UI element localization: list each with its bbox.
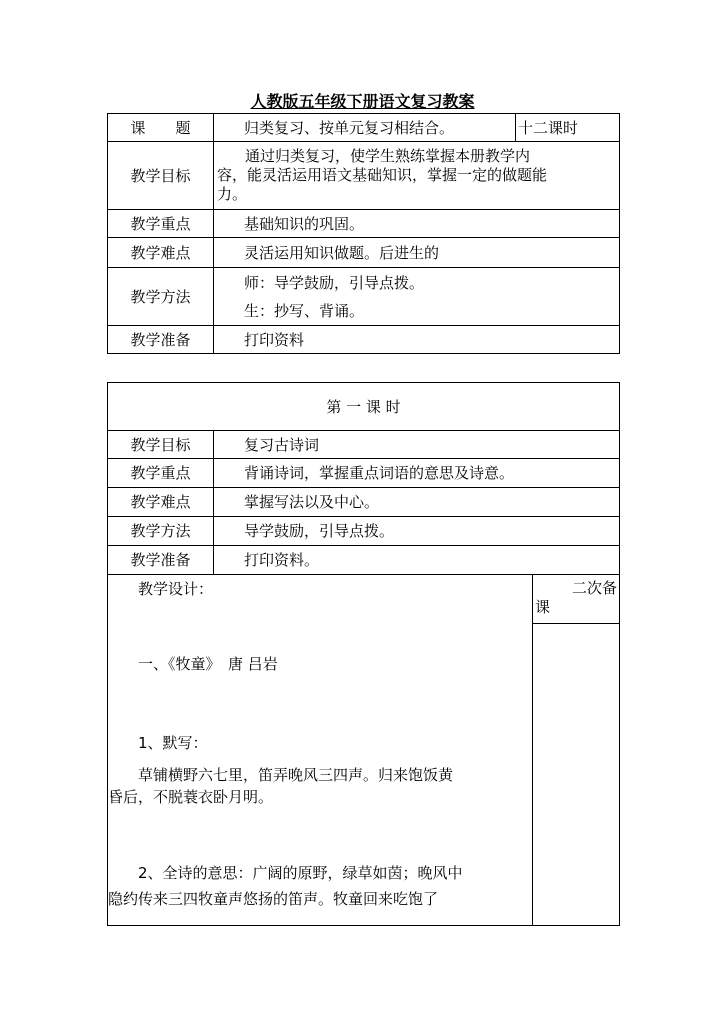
- hours-value: 十二课时: [516, 114, 620, 142]
- second-prep-notes-area: [533, 624, 620, 926]
- lesson1-difficulty-value: 掌握写法以及中心。: [214, 488, 620, 517]
- lesson1-prep-label: 教学准备: [108, 546, 214, 575]
- goal-label: 教学目标: [108, 142, 214, 210]
- second-prep-label-2: 课: [535, 598, 551, 616]
- goal-line-2: 容，能灵活运用语文基础知识，掌握一定的做题能: [217, 166, 548, 184]
- poem-heading: 一、《牧童》 唐 吕岩: [138, 655, 278, 673]
- goal-value: [214, 142, 620, 210]
- method-value: [214, 268, 620, 326]
- difficulty-value: 灵活运用知识做题。后进生的: [214, 238, 620, 268]
- overview-table: [107, 113, 620, 354]
- lesson1-method-value: 导学鼓励，引导点拨。: [214, 517, 620, 546]
- poem-line-2: 昏后，不脱蓑衣卧月明。: [108, 788, 274, 806]
- lesson1-key-value: 背诵诗词，掌握重点词语的意思及诗意。: [214, 459, 620, 488]
- lesson1-heading: 第 一 课 时: [108, 383, 620, 431]
- design-item-2-line-1: 2、全诗的意思：广阔的原野，绿草如茵；晚风中: [138, 864, 463, 882]
- lesson1-design-area: [108, 575, 533, 926]
- design-item-1: 1、默写：: [138, 734, 208, 752]
- key-label: 教学重点: [108, 210, 214, 238]
- prep-value: 打印资料: [214, 326, 620, 354]
- lesson1-key-label: 教学重点: [108, 459, 214, 488]
- goal-line-3: 力。: [217, 185, 248, 203]
- poem-line-1: 草铺横野六七里，笛弄晚风三四声。归来饱饭黄: [138, 766, 454, 784]
- difficulty-label: 教学难点: [108, 238, 214, 268]
- goal-line-1: 通过归类复习，使学生熟练掌握本册教学内: [245, 147, 531, 165]
- lesson1-goal-label: 教学目标: [108, 431, 214, 459]
- lesson1-prep-value: 打印资料。: [214, 546, 620, 575]
- method-line-1: 师：导学鼓励，引导点拨。: [244, 273, 425, 292]
- lesson1-difficulty-label: 教学难点: [108, 488, 214, 517]
- topic-value: 归类复习、按单元复习相结合。: [214, 114, 516, 142]
- document-title: 人教版五年级下册语文复习教案: [250, 92, 475, 111]
- design-item-2-line-2: 隐约传来三四牧童声悠扬的笛声。牧童回来吃饱了: [108, 890, 439, 908]
- key-value: 基础知识的巩固。: [214, 210, 620, 238]
- method-line-2: 生：抄写、背诵。: [244, 301, 365, 320]
- design-label: 教学设计：: [138, 580, 214, 598]
- topic-label: 课 题: [108, 114, 214, 142]
- lesson1-table: [107, 382, 620, 926]
- second-prep-header: [533, 575, 620, 624]
- prep-label: 教学准备: [108, 326, 214, 354]
- lesson1-goal-value: 复习古诗词: [214, 431, 620, 459]
- second-prep-label-1: 二次备: [572, 579, 618, 597]
- method-label: 教学方法: [108, 268, 214, 326]
- lesson1-method-label: 教学方法: [108, 517, 214, 546]
